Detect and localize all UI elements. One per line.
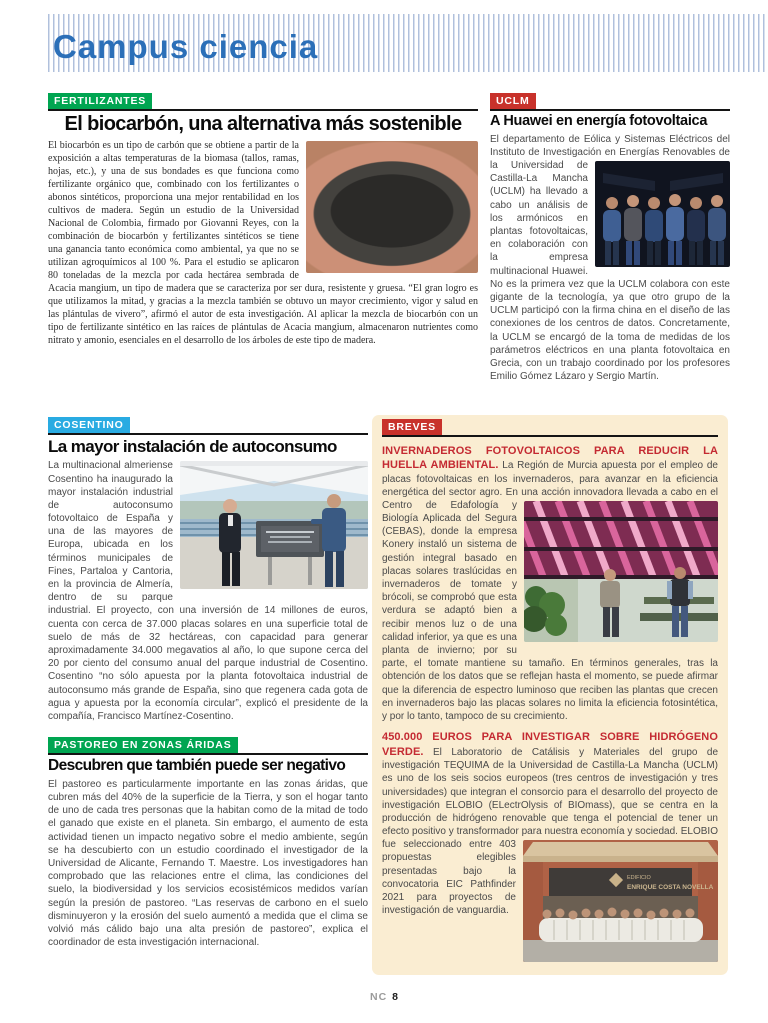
page-number: 8 bbox=[392, 991, 398, 1003]
breves-item-invernaderos bbox=[382, 444, 718, 724]
breves-item-2-title: 450.000 EUROS PARA INVESTIGAR SOBRE HIDRÓGENO VERDE. bbox=[382, 731, 718, 758]
breves-item-1-title: INVERNADEROS FOTOVOLTAICOS PARA REDUCIR LA HUELLA AMBIENTAL. bbox=[382, 444, 718, 472]
page-footer bbox=[0, 991, 768, 1003]
article-fertilizantes bbox=[48, 93, 478, 347]
fertilizantes-body bbox=[48, 139, 478, 347]
breves-item-1-intro: La Región de Murcia apuesta por el empleo de placas fotovoltaicas en los invernaderos, para avanzar en la eficiencia energética del sector agro. En una acción innovadora llevada a cabo en el Centro bbox=[382, 460, 718, 511]
pastoreo-body-text: El pastoreo es particularmente importante en las zonas áridas, que cubren más del 40% de la superficie de la Tierra, y son el hogar tanto de uno de cada tres personas que la habitan como de la mitad de todo el ganado que existe en el planeta. Sin embargo, el aumento de esta actividad tienen un impacto negativo sobre el medio ambiente, según se ha descubierto con un estudio coordinado el investigador de la Universidad de Alicante, Fernando T. Maestre. Los investigadores han comprobado que las relaciones entre el clima, las condiciones del suelo, la biodiversidad y los servicios ecosistémicos medidos varían según la presión de pastoreo. “Las reservas de carbono en el suelo disminuyeron y la erosión del suelo aumentó a medida que el clima se volvió más cálido bajo una alta presión de pastoreo”, explica el coordinador de esta investigación internacional. bbox=[48, 778, 368, 949]
uclm-body bbox=[490, 133, 730, 384]
fertilizantes-headline: El biocarbón, una alternativa más sostenible bbox=[64, 112, 462, 135]
page-title: Campus ciencia bbox=[53, 28, 319, 65]
breves-item-2-intro: El Laboratorio de Catálisis y Materiales del grupo de investigación TEQUIMA de la Universidad de Castilla-La Mancha (UCLM) es uno de los seis socios europeos (tres centros de investigación y tres universidades) que integran el consorcio para el desarrollo del proyecto de investigación ELOBIO (ELectrOlysis of BIOmass), que se centra en la producción de hidrógeno renovable que tenga el potencial de tener un efecto positivo y transformador para bbox=[382, 746, 719, 838]
pastoreo-body bbox=[48, 778, 368, 949]
uclm-headline: A Huawei en energía fotovoltaica bbox=[490, 112, 708, 129]
greenhouse-solar-photo bbox=[524, 501, 718, 642]
cosentino-body-text: La multinacional almeriense Cosentino ha inaugurado la mayor instalación industrial de autoconsumo fotovoltaico de España y una de las mayores de Europa, ubicada en los términos municipales de Fines, Partaloa y Cantoria, en la provincia de Almería, dentro de su parque industrial. El proyecto, con una inversión de 14 millones de euros, cuenta con cerca de 37.000 placas solares en una superficie total de suelo de más de 32 hectáreas, con capacidad para generar aproximadamente 34.000 megavatios al año, lo que supone cerca del 20 por ciento del consumo anual del parque industrial de Cosentino. Cosentino “no sólo apuesta por la planta fotovoltaica industrial de autoconsumo más grande de España, sino que regenera cada gota de agua y apuesta por la economía circular”, explicó el presidente de la compañía, Francisco Martínez-Cosentino. bbox=[48, 460, 368, 722]
fertilizantes-body-text: El biocarbón es un tipo de carbón que se obtiene a partir de la exposición a altas temperaturas de la biomasa (tallos, ramas, hojas, etc.), y una de sus bondades es que funciona como fertilizante orgánico que, combinado con los fertilizantes o abonos sintéticos, proporciona una mejor rentabilidad en los cultivos de madera. Según un estudio de la Universidad Nacional de Colombia, firmado por Giovanni Reyes, con la combinación de biocarbón y fertilizantes sintéticos se tiene una ganancia tanto económica como ambiental, ya que no se utilizan agroquímicos al 100 %. Para el estudio se aplicaron 80 toneladas de la mezcla por cada hectárea sembrada de Acacia mangium, un tipo de madera que se caracteriza por ser dura, resistente y gruesa. “El gran logro es que utilizamos la mitad, y gracias a la mezcla también se obtuvo un mayor crecimiento, vigor y salud en las plántulas de vivero”, afirmó el autor de esta investigación. Al aplicar la mezcla de biocarbón con un tipo de fertilizante sintético en las raíces de plántulas de Acacia mangium, almacenaron nutrientes como nitrato y amonio, esenciales en el desarrollo de los árboles de este tipo de madera. bbox=[48, 139, 478, 346]
masthead bbox=[48, 14, 768, 72]
breves-tag-row bbox=[382, 419, 718, 437]
breves-box bbox=[372, 415, 728, 975]
uclm-tag-row bbox=[490, 93, 730, 111]
uclm-body-rest: de la Universidad de Castilla-La Mancha (UCLM) ha llevado a cabo un análisis de los armónicos en plantas fotovoltaicas, en colaboración con la empresa multinacional Huawei. No es la primera vez que la UCLM colabora con este gigante de la tecnología, ya que otro grupo de la UCLM participó con la firma china en el diseño de las conexiones de los centros de datos. Concretamente, la UCLM se encargó de la toma de medidas de los parámetros eléctricos en una planta fotovoltaica en Grecia, con un trabajo coordinado por los profesores Emilio Gómez Lázaro y Sergio Martín. bbox=[490, 146, 730, 383]
fertilizantes-tag-row bbox=[48, 93, 478, 111]
breves-item-hidrogeno bbox=[382, 730, 718, 917]
section-tag-breves: BREVES bbox=[382, 419, 442, 435]
article-cosentino bbox=[48, 417, 368, 723]
magazine-logo: NC bbox=[369, 991, 388, 1003]
breves-item-2-rest: nuestra economía y sociedad. ELOBIO fue seleccionado entre 403 propuestas elegibles presentadas bajo la convocatoria EIC Pathfinder 2021 para proyectos de investigación de vanguardia. bbox=[382, 826, 718, 917]
section-tag-uclm: UCLM bbox=[490, 93, 536, 109]
building-sign-line-1: EDIFICIO bbox=[627, 875, 651, 882]
breves-item-1-rest: de Edafología y Biología Aplicada del Segura (CEBAS), donde la empresa Konery instaló un sistema de gestión integral basado en placas solares traslúcidas en invernaderos de tomate y brócoli, se comprobó que esta verdura se adaptó bien a recibir menos luz o de una calidad inferior, ya que es una planta de invierno; por su parte, el tomate mantiene su tamaño. En términos generales, tras la obtención de los datos que se reflejan hasta el momento, se puede afirmar que la diferencia de espectro luminoso que reciben las plantas que crecen en invernaderos bajo las placas solares no limita la eficiencia fotosintética, y por lo tanto, tampoco de su crecimiento. bbox=[382, 499, 718, 722]
pastoreo-headline: Descubren que también puede ser negativo bbox=[48, 756, 346, 774]
biochar-hands-photo bbox=[306, 141, 478, 273]
elobio-building-photo bbox=[523, 840, 718, 962]
cosentino-tag-row bbox=[48, 417, 368, 435]
article-pastoreo bbox=[48, 737, 368, 949]
cosentino-headline: La mayor instalación de autoconsumo bbox=[48, 436, 337, 456]
uclm-night-group-photo bbox=[595, 161, 730, 267]
cosentino-body bbox=[48, 459, 368, 723]
building-sign-line-2: ENRIQUE COSTA NOVELLA bbox=[627, 884, 714, 892]
cosentino-plaque-photo bbox=[180, 461, 368, 589]
section-tag-fertilizantes: FERTILIZANTES bbox=[48, 93, 152, 109]
section-tag-cosentino: COSENTINO bbox=[48, 417, 130, 433]
uclm-body-intro: El departamento de Eólica y Sistemas Eléctricos del Instituto de Investigación en Energías Renovables bbox=[490, 133, 730, 158]
section-tag-pastoreo: PASTOREO EN ZONAS ÁRIDAS bbox=[48, 737, 238, 753]
left-lower-column bbox=[48, 417, 368, 949]
pastoreo-tag-row bbox=[48, 737, 368, 755]
article-uclm bbox=[490, 93, 730, 383]
